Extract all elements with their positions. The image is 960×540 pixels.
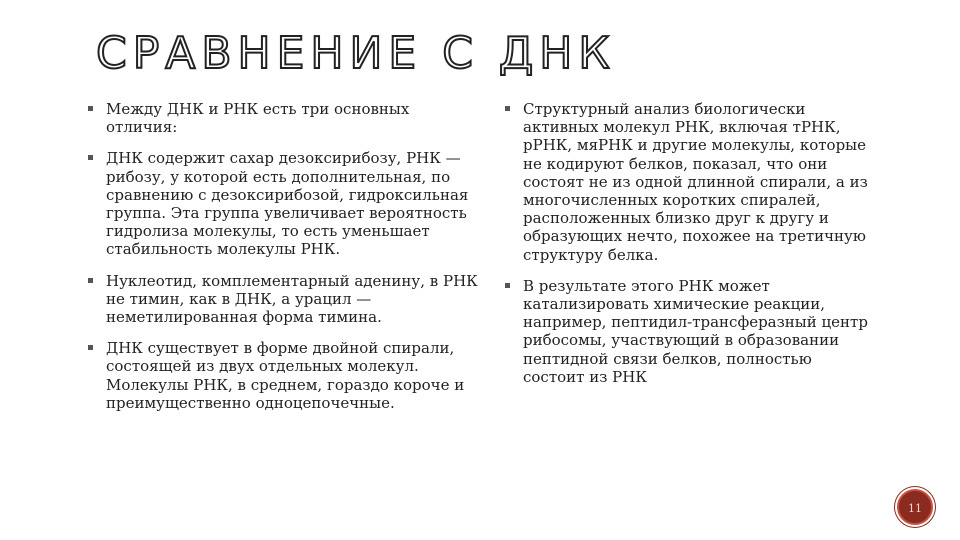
- list-item: [505, 100, 875, 264]
- bullet-icon: [88, 278, 93, 283]
- list-item-text: Между ДНК и РНК есть три основных отличия:: [106, 100, 410, 137]
- list-item: [88, 339, 478, 412]
- bullet-icon: [505, 106, 510, 111]
- slide-title: СРАВНЕНИЕ С ДНК: [96, 28, 616, 79]
- list-item: [88, 149, 478, 258]
- slide-number-badge: 11: [897, 489, 933, 525]
- list-item-text: ДНК содержит сахар дезоксирибозу, РНК — рибозу, у которой есть дополнительная, по сравнению с дезоксирибозой, гидроксильная группа. Эта группа увеличивает вероятность гидролиза молекулы, то есть уменьшает стабильность молекулы РНК.: [106, 149, 469, 259]
- bullet-icon: [88, 155, 93, 160]
- right-column: [505, 100, 875, 399]
- list-item-text: Структурный анализ биологически активных молекул РНК, включая тРНК, рРНК, мяРНК и другие молекулы, которые не кодируют белков, показал, что они состоят не из одной длинной спирали, а из многочисленных коротких спиралей, расположенных близко друг к другу и образующих нечто, похожее на третичную структуру белка.: [523, 100, 868, 264]
- left-column: [88, 100, 478, 425]
- list-item-text: В результате этого РНК может катализировать химические реакции, например, пептидил-трансферазный центр рибосомы, участвующий в образовании пептидной связи белков, полностью состоит из РНК: [523, 276, 868, 386]
- bullet-icon: [505, 283, 510, 288]
- bullet-icon: [88, 106, 93, 111]
- list-item-text: Нуклеотид, комплементарный аденину, в РНК не тимин, как в ДНК, а урацил — неметилированная форма тимина.: [106, 271, 478, 327]
- bullet-icon: [88, 345, 93, 350]
- list-item: [88, 100, 478, 136]
- list-item-text: ДНК существует в форме двойной спирали, состоящей из двух отдельных молекул. Молекулы РНК, в среднем, гораздо короче и преимущественно одноцепочечные.: [106, 339, 465, 412]
- list-item: [505, 277, 875, 386]
- list-item: [88, 272, 478, 327]
